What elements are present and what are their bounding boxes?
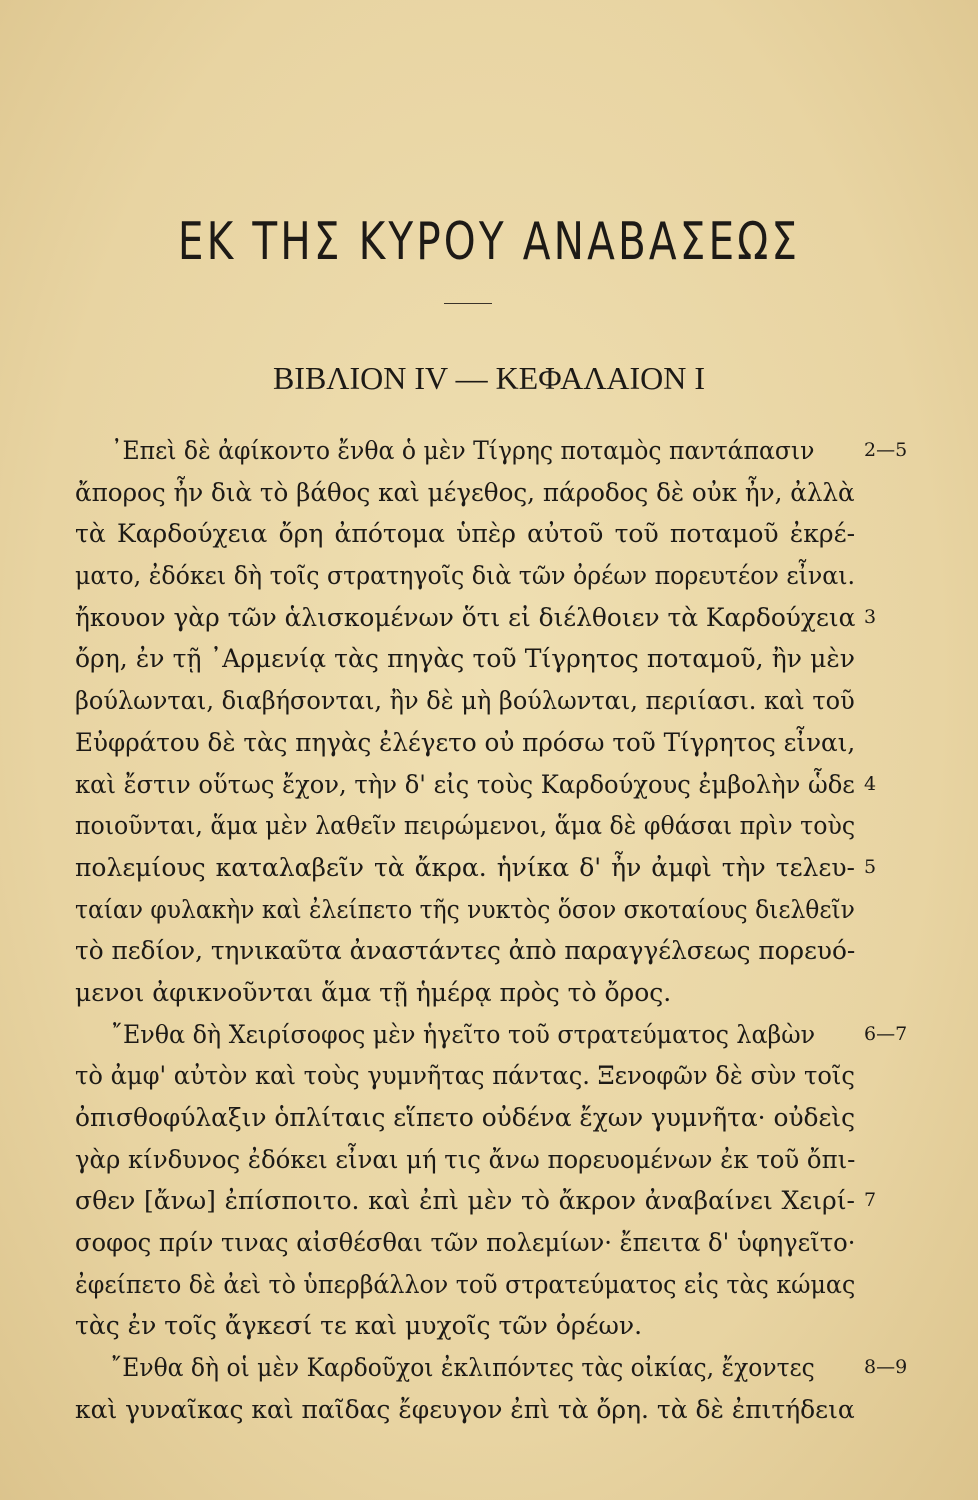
text-line [75, 1264, 855, 1306]
text-line [75, 1014, 908, 1056]
text-line [75, 1180, 877, 1222]
line-text: ῎Ενθα δὴ οἱ μὲν Καρδοῦχοι ἐκλιπόντες τὰς οἰκίας, ἔχοντες [110, 1353, 815, 1383]
line-text: σοφος πρίν τινας αἰσθέσθαι τῶν πολεμίων· ἔπειτα δ' ὑφηγεῖτο· [75, 1228, 856, 1258]
line-text: ἐφείπετο δὲ ἀεὶ τὸ ὑπερβάλλον τοῦ στρατεύματος εἰς τὰς κώμας [75, 1269, 856, 1299]
text-line [75, 513, 855, 555]
line-text: πολεμίους καταλαβεῖν τὰ ἄκρα. ἡνίκα δ' ἦν ἀμφὶ τὴν τελευ- [75, 852, 855, 882]
text-line [75, 1389, 855, 1431]
line-text: σθεν [ἄνω] ἐπίσποιτο. καὶ ἐπὶ μὲν τὸ ἄκρον ἀναβαίνει Χειρί- [75, 1186, 855, 1216]
text-line [75, 638, 855, 680]
text-line [75, 597, 877, 639]
line-text: τὰς ἐν τοῖς ἄγκεσί τε καὶ μυχοῖς τῶν ὀρέων. [75, 1311, 643, 1341]
text-line [75, 889, 855, 931]
section-number: 5 [864, 855, 877, 878]
line-text: γὰρ κίνδυνος ἐδόκει εἶναι μή τις ἄνω πορευομένων ἐκ τοῦ ὄπι- [75, 1144, 856, 1174]
chapter-heading: ΒΙΒΛΙΟΝ IV — ΚΕΦΑΛΑΙΟΝ I [272, 360, 706, 396]
text-line [75, 472, 855, 514]
text-line [75, 1222, 855, 1264]
line-text: τὸ ἀμφ' αὐτὸν καὶ τοὺς γυμνῆτας πάντας. Ξενοφῶν δὲ σὺν τοῖς [75, 1061, 855, 1091]
line-text: ποιοῦνται, ἅμα μὲν λαθεῖν πειρώμενοι, ἅμα δὲ φθάσαι πρὶν τοὺς [75, 811, 856, 841]
section-number: 7 [864, 1189, 877, 1212]
text-line [75, 1055, 855, 1097]
line-text: ταίαν φυλακὴν καὶ ἐλείπετο τῆς νυκτὸς ὅσον σκοταίους διελθεῖν [75, 894, 855, 924]
page-title: ΕΚ ΤΗΣ ΚΥΡΟΥ ΑΝΑΒΑΣΕΩΣ [177, 212, 801, 272]
line-text: τὰ Καρδούχεια ὄρη ἀπότομα ὑπὲρ αὐτοῦ τοῦ ποταμοῦ ἐκρέ- [75, 519, 856, 549]
line-text: ᾿Επεὶ δὲ ἀφίκοντο ἔνθα ὁ μὲν Τίγρης ποταμὸς παντάπασιν [110, 436, 815, 465]
line-text: βούλωνται, διαβήσονται, ἢν δὲ μὴ βούλωνται, περιίασι. καὶ τοῦ [75, 686, 855, 716]
body-text [75, 430, 908, 1431]
section-number: 8—9 [864, 1356, 908, 1379]
title-rule [444, 303, 492, 304]
line-text: Εὐφράτου δὲ τὰς πηγὰς ἐλέγετο οὐ πρόσω τοῦ Τίγρητος εἶναι, [75, 727, 856, 757]
text-line [75, 972, 855, 1014]
line-text: ὄρη, ἐν τῇ ᾿Αρμενίᾳ τὰς πηγὰς τοῦ Τίγρητος ποταμοῦ, ἢν μὲν [75, 644, 855, 674]
section-number: 3 [864, 605, 877, 628]
text-line [75, 722, 855, 764]
line-text: ῎Ενθα δὴ Χειρίσοφος μὲν ἡγεῖτο τοῦ στρατεύματος λαβὼν [111, 1019, 816, 1049]
line-text: ἤκουον γὰρ τῶν ἁλισκομένων ὅτι εἰ διέλθοιεν τὰ Καρδούχεια [75, 602, 856, 632]
text-line [75, 1305, 855, 1347]
text-line [75, 1097, 855, 1139]
text-line [75, 847, 877, 889]
line-text: ματο, ἐδόκει δὴ τοῖς στρατηγοῖς διὰ τῶν ὀρέων πορευτέον εἶναι. [75, 561, 856, 591]
text-line [75, 930, 855, 972]
line-text: ἄπορος ἦν διὰ τὸ βάθος καὶ μέγεθος, πάροδος δὲ οὐκ ἦν, ἀλλὰ [75, 477, 855, 507]
text-line [75, 1347, 908, 1389]
text-line [75, 764, 877, 806]
section-number: 4 [864, 772, 877, 795]
text-line [75, 1139, 855, 1181]
text-line [75, 555, 855, 597]
line-text: μενοι ἀφικνοῦνται ἅμα τῇ ἡμέρᾳ πρὸς τὸ ὄρος. [75, 977, 672, 1007]
section-number: 2—5 [864, 439, 908, 461]
line-text: ὀπισθοφύλαξιν ὁπλίταις εἵπετο οὐδένα ἔχων γυμνῆτα· οὐδεὶς [75, 1103, 856, 1132]
line-text: καὶ ἔστιν οὕτως ἔχον, τὴν δ' εἰς τοὺς Καρδούχους ἐμβολὴν ὧδε [75, 769, 855, 799]
text-line [75, 805, 855, 847]
text-line [75, 430, 908, 472]
line-text: καὶ γυναῖκας καὶ παῖδας ἔφευγον ἐπὶ τὰ ὄρη. τὰ δὲ ἐπιτήδεια [75, 1394, 855, 1424]
text-line [75, 680, 855, 722]
section-number: 6—7 [864, 1022, 908, 1045]
line-text: τὸ πεδίον, τηνικαῦτα ἀναστάντες ἀπὸ παραγγέλσεως πορευό- [75, 936, 856, 966]
